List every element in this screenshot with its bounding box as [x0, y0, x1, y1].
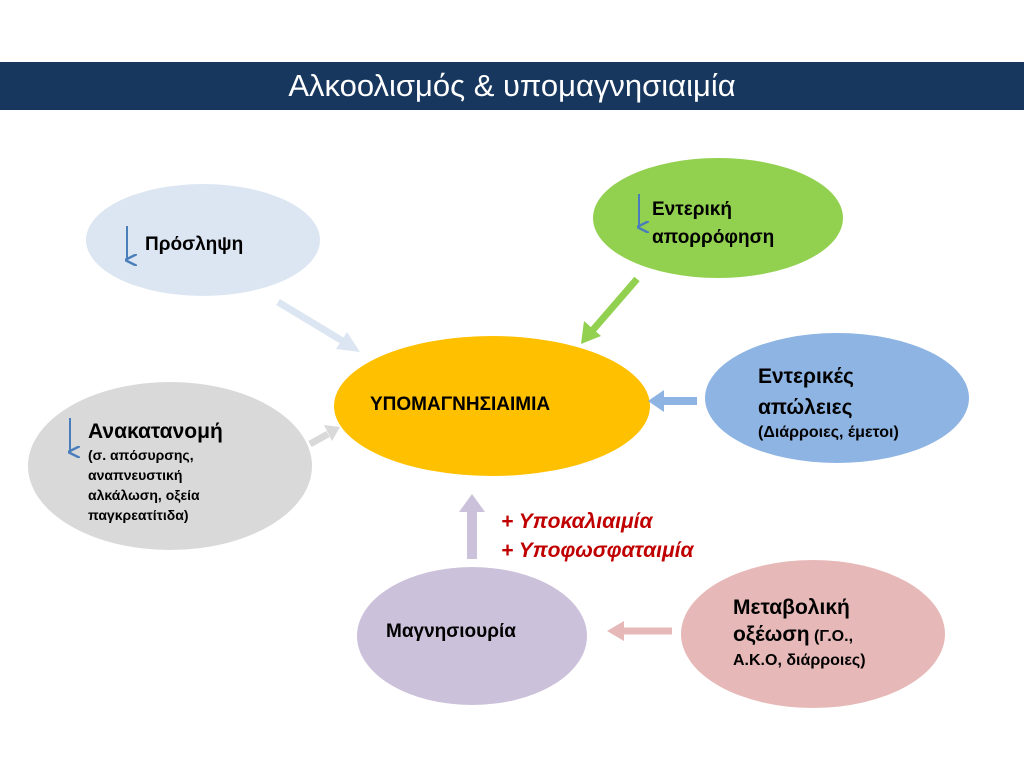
arrow-magnesiuria-to-center: [459, 494, 485, 559]
intestinal-losses-label: [758, 361, 899, 443]
metabolic-acidosis-label: [733, 594, 866, 672]
redistribution-title: Ανακατανομή: [88, 420, 223, 443]
redistribution-note-line: αλκάλωση, οξεία: [88, 487, 200, 503]
arrow-losses-to-center: [648, 390, 697, 412]
extra-hypophosphatemia: + Υποφωσφαταιμία: [501, 539, 694, 562]
intestinal-absorption-label: [652, 196, 774, 252]
metabolic-acidosis-line3: Α.Κ.Ο, διάρροιες): [733, 652, 866, 669]
redistribution-note-line: (σ. απόσυρσης,: [88, 447, 194, 463]
slide-title: Αλκοολισμός & υπομαγνησιαιμία: [288, 68, 736, 103]
metabolic-acidosis-line2: [733, 622, 866, 650]
arrow-intake-to-center: [278, 302, 360, 352]
metabolic-acidosis-line1: Μεταβολική: [733, 596, 850, 619]
redistribution-note-line: παγκρεατίτιδα): [88, 507, 189, 523]
arrow-acidosis-to-magnesiuria: [607, 621, 672, 641]
extra-hypokalemia: + Υποκαλιαιμία: [501, 510, 653, 533]
intestinal-losses-line1: Εντερικές: [758, 365, 854, 388]
redistribution-label: [88, 419, 223, 525]
metabolic-acidosis-line2-main: οξέωση: [733, 623, 810, 646]
intestinal-absorption-line2: απορρόφηση: [652, 227, 775, 248]
extras-list: [501, 507, 694, 565]
intestinal-absorption-line1: Εντερική: [652, 199, 732, 220]
intestinal-losses-note: (Διάρροιες, έμετοι): [758, 424, 899, 441]
center-label: ΥΠΟΜΑΓΝΗΣΙΑΙΜΙΑ: [370, 394, 551, 415]
redistribution-note-line: αναπνευστική: [88, 467, 183, 483]
metabolic-acidosis-line2-note: (Γ.Ο.,: [814, 628, 854, 645]
magnesiuria-label: Μαγνησιουρία: [386, 621, 516, 642]
arrow-redistribution-to-center: [310, 425, 340, 444]
arrow-absorption-to-center: [581, 279, 637, 344]
intestinal-losses-line2: απώλειες: [758, 396, 853, 419]
intake-label: Πρόσληψη: [145, 234, 244, 255]
